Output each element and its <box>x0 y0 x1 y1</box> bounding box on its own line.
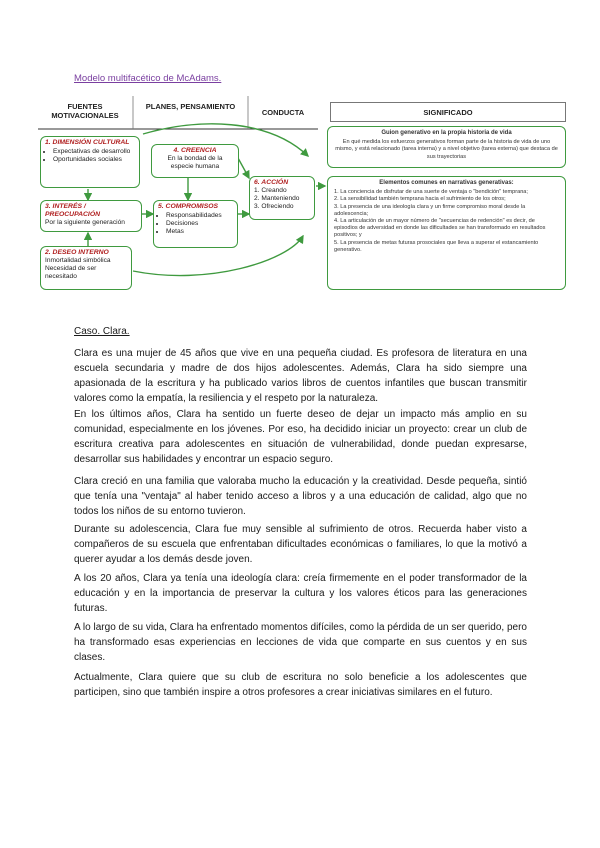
box-interest-title: 3. INTERÉS / PREOCUPACIÓN <box>45 203 101 218</box>
case-paragraph-4: Durante su adolescencia, Clara fue muy sensible al sufrimiento de otros. Recuerda haber visto a compañeros de su escuela que enfrentaban dificultades económicas o familiares, lo que la motivó a querer ayudar a los demás desde joven. <box>74 524 527 565</box>
mcadams-diagram <box>38 96 568 292</box>
col-head-planes: PLANES, PENSAMIENTO <box>145 102 236 111</box>
box-narrative-elements <box>327 176 566 290</box>
list-item: 1. La conciencia de disfrutar de una suerte de ventaja o "bendición" temprana; <box>334 189 528 196</box>
list-item: • Expectativas de desarrollo <box>53 148 135 156</box>
case-paragraph-3: Clara creció en una familia que valoraba mucho la educación y la creatividad. Desde pequeña, sintió que tenía una "ventaja" al haber tenido acceso a libros y a una educación de calidad, algo que no todos los niños de su entorno tuvieron. <box>74 476 527 517</box>
list-item: • Decisiones <box>166 220 233 228</box>
case-paragraph-7: Actualmente, Clara quiere que su club de escritura no solo beneficie a los adolescentes que participen, sino que también inspire a otros profesores a crear iniciativas similares en el futuro. <box>74 672 527 698</box>
case-title: Caso. Clara. <box>74 326 130 337</box>
list-item: • Responsabilidades <box>166 212 233 220</box>
box-belief-title: 4. CREENCIA <box>173 147 217 154</box>
list-item: • Metas <box>166 228 233 236</box>
list-item: Inmortalidad simbólica <box>45 257 111 264</box>
generative-script-text: En qué medida los esfuerzos generativos forman parte de la historia de vida de uno mismo, y está relacionado (tarea interna) y a nivel objetivo (tarea externa) que destaca de sus trayectorias <box>335 139 558 160</box>
list-item: 3. La presencia de una ideología clara y un firme compromiso moral desde la adolescencia; <box>334 203 526 217</box>
col-head-conducta: CONDUCTA <box>261 108 305 117</box>
box-interest <box>40 200 142 232</box>
box-cultural-title: 1. DIMENSIÓN CULTURAL <box>45 139 130 146</box>
list-item: 4. La articulación de un mayor número de "secuencias de redención" es decir, de episodios de adversidad en donde las dificultades se han transformado en resultados positivos; y <box>334 218 546 239</box>
document-link-title[interactable]: Modelo multifacético de McAdams. <box>74 73 222 84</box>
box-interest-text: Por la siguiente generación <box>45 219 125 226</box>
list-item: 2. La sensibilidad también temprana hacia el sufrimiento de los otros; <box>334 196 506 203</box>
case-paragraph-1: Clara es una mujer de 45 años que vive en una pequeña ciudad. Es profesora de literatura en una escuela secundaria y madre de dos hijos adolescentes. Además, Clara ha sido siempre una apasionada de la escritura y ha publicado varios libros de cuentos infantiles que buscan transmitir valores como la empatía, la resiliencia y el respeto por la naturaleza. <box>74 348 527 404</box>
case-paragraph-2: En los últimos años, Clara ha sentido un fuerte deseo de dejar un impacto más amplio en su comunidad, especialmente en los jóvenes. Por eso, ha decidido iniciar un proyecto: crear un club de escritura creativa para adolescentes en situación de vulnerabilidad, donde puedan expresarse, desarrollar sus habilidades y encontrar un espacio seguro. <box>74 409 527 465</box>
list-item: 2. Manteniendo <box>254 195 300 202</box>
list-item: Necesidad de ser necesitado <box>45 265 97 280</box>
generative-script-title: Guion generativo en la propia historia de vida <box>381 130 512 136</box>
box-action-title: 6. ACCIÓN <box>254 179 289 186</box>
list-item: 5. La presencia de metas futuras prosociales que lleva a superar el estancamiento generativo. <box>334 239 539 253</box>
list-item: 3. Ofreciendo <box>254 203 294 210</box>
list-item: 1. Creando <box>254 187 287 194</box>
box-belief <box>151 144 239 178</box>
case-paragraph-5: A los 20 años, Clara ya tenía una ideología clara: creía firmemente en el poder transformador de la educación y en la importancia de preservar la cultura y los valores éticos para las generaciones futuras. <box>74 573 527 614</box>
box-commitments <box>153 200 238 248</box>
col-head-fuentes: FUENTES MOTIVACIONALES <box>51 102 119 120</box>
col-head-significado: SIGNIFICADO <box>330 102 566 122</box>
box-desire-title: 2. DESEO INTERNO <box>45 249 109 256</box>
box-belief-text: En la bondad de la especie humana <box>167 155 223 170</box>
box-generative-script <box>327 126 566 168</box>
narrative-elements-title: Elementos comunes en narrativas generativas: <box>379 180 514 186</box>
case-paragraph-6: A lo largo de su vida, Clara ha enfrentado momentos difíciles, como la pérdida de un ser querido, pero ha transformado esas experiencias en lecciones de vida que comparte en sus cuentos y en sus clases. <box>74 622 527 663</box>
box-cultural-dimension <box>40 136 140 188</box>
box-inner-desire <box>40 246 132 290</box>
box-commitments-title: 5. COMPROMISOS <box>158 203 219 210</box>
list-item: • Oportunidades sociales <box>53 156 135 164</box>
box-action <box>249 176 315 220</box>
